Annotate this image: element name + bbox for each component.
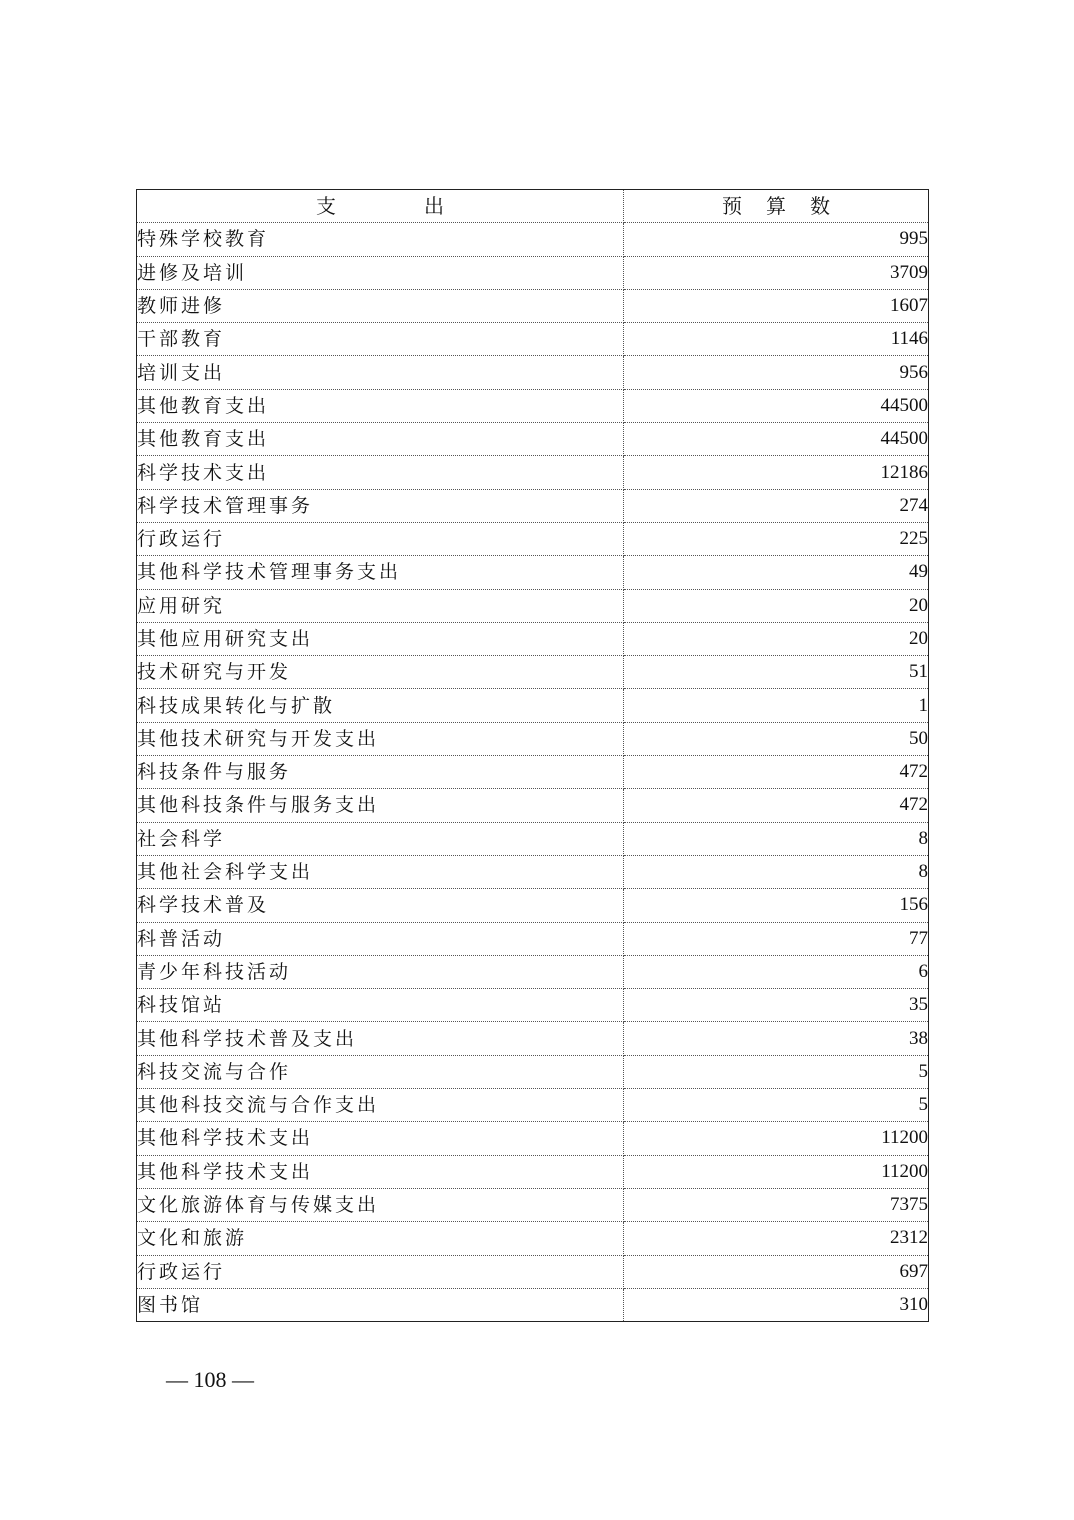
row-item-name: 青少年科技活动: [137, 955, 624, 988]
table-row: [137, 1089, 929, 1122]
table-row: [137, 689, 929, 722]
row-item-name: 其他科学技术支出: [137, 1155, 624, 1188]
row-item-name: 其他科技交流与合作支出: [137, 1089, 624, 1122]
row-item-name: 科学技术普及: [137, 889, 624, 922]
row-item-name: 科技馆站: [137, 989, 624, 1022]
row-item-name: 文化和旅游: [137, 1222, 624, 1255]
row-item-name: 培训支出: [137, 356, 624, 389]
row-budget-amount: 8: [624, 855, 929, 888]
row-budget-amount: 1607: [624, 289, 929, 322]
row-budget-amount: 472: [624, 789, 929, 822]
row-budget-amount: 1146: [624, 323, 929, 356]
table-row: [137, 1188, 929, 1221]
row-item-name: 科技交流与合作: [137, 1055, 624, 1088]
row-budget-amount: 51: [624, 656, 929, 689]
row-item-name: 文化旅游体育与传媒支出: [137, 1188, 624, 1221]
row-budget-amount: 995: [624, 223, 929, 256]
table-row: [137, 556, 929, 589]
table-row: [137, 389, 929, 422]
table-row: [137, 522, 929, 555]
row-budget-amount: 35: [624, 989, 929, 1022]
table-row: [137, 289, 929, 322]
row-budget-amount: 697: [624, 1255, 929, 1288]
table-row: [137, 1222, 929, 1255]
row-budget-amount: 50: [624, 722, 929, 755]
row-budget-amount: 20: [624, 589, 929, 622]
row-item-name: 行政运行: [137, 1255, 624, 1288]
table-row: [137, 989, 929, 1022]
row-budget-amount: 472: [624, 756, 929, 789]
row-budget-amount: 5: [624, 1089, 929, 1122]
table-row: [137, 223, 929, 256]
table-row: [137, 889, 929, 922]
table-row: [137, 489, 929, 522]
row-item-name: 其他教育支出: [137, 423, 624, 456]
table-row: [137, 423, 929, 456]
table-row: [137, 456, 929, 489]
row-item-name: 其他社会科学支出: [137, 855, 624, 888]
row-item-name: 科学技术管理事务: [137, 489, 624, 522]
row-item-name: 图书馆: [137, 1288, 624, 1321]
row-budget-amount: 7375: [624, 1188, 929, 1221]
table-row: [137, 1122, 929, 1155]
row-budget-amount: 44500: [624, 423, 929, 456]
table-body: [137, 223, 929, 1322]
table-row: [137, 955, 929, 988]
row-item-name: 应用研究: [137, 589, 624, 622]
row-item-name: 特殊学校教育: [137, 223, 624, 256]
table-row: [137, 789, 929, 822]
row-item-name: 技术研究与开发: [137, 656, 624, 689]
table-header-row: [137, 190, 929, 223]
row-item-name: 科学技术支出: [137, 456, 624, 489]
table-row: [137, 1288, 929, 1321]
row-budget-amount: 11200: [624, 1155, 929, 1188]
row-budget-amount: 20: [624, 622, 929, 655]
table-row: [137, 855, 929, 888]
row-budget-amount: 12186: [624, 456, 929, 489]
row-item-name: 其他科学技术普及支出: [137, 1022, 624, 1055]
page-number: — 108 —: [166, 1367, 254, 1392]
row-budget-amount: 3709: [624, 256, 929, 289]
table-row: [137, 256, 929, 289]
table-row: [137, 1022, 929, 1055]
row-item-name: 其他科技条件与服务支出: [137, 789, 624, 822]
table-row: [137, 622, 929, 655]
row-budget-amount: 5: [624, 1055, 929, 1088]
row-budget-amount: 2312: [624, 1222, 929, 1255]
row-budget-amount: 77: [624, 922, 929, 955]
row-budget-amount: 8: [624, 822, 929, 855]
table-row: [137, 589, 929, 622]
row-item-name: 科普活动: [137, 922, 624, 955]
row-budget-amount: 1: [624, 689, 929, 722]
row-budget-amount: 156: [624, 889, 929, 922]
table-row: [137, 756, 929, 789]
row-item-name: 干部教育: [137, 323, 624, 356]
row-item-name: 科技成果转化与扩散: [137, 689, 624, 722]
row-item-name: 其他科学技术支出: [137, 1122, 624, 1155]
row-item-name: 社会科学: [137, 822, 624, 855]
table-row: [137, 922, 929, 955]
row-budget-amount: 310: [899, 1293, 928, 1315]
table-row: [137, 356, 929, 389]
row-budget-amount: 44500: [624, 389, 929, 422]
row-item-name: 进修及培训: [137, 256, 624, 289]
table-row: [137, 1255, 929, 1288]
row-budget-amount: 38: [624, 1022, 929, 1055]
table-row: [137, 656, 929, 689]
table-row: [137, 1055, 929, 1088]
column-header-budget: 预算数: [624, 190, 929, 223]
row-item-name: 其他技术研究与开发支出: [137, 722, 624, 755]
table-row: [137, 822, 929, 855]
row-budget-amount: 6: [624, 955, 929, 988]
row-item-name: 其他科学技术管理事务支出: [137, 556, 624, 589]
row-item-name: 其他教育支出: [137, 389, 624, 422]
row-budget-amount: 49: [624, 556, 929, 589]
row-budget-amount: 956: [624, 356, 929, 389]
row-item-name: 其他应用研究支出: [137, 622, 624, 655]
row-item-name: 教师进修: [137, 289, 624, 322]
table-row: [137, 323, 929, 356]
table-row: [137, 1155, 929, 1188]
row-item-name: 科技条件与服务: [137, 756, 624, 789]
column-header-expenditure: 支出: [137, 190, 624, 223]
row-budget-amount: 225: [624, 522, 929, 555]
row-budget-amount: 274: [624, 489, 929, 522]
table-row: [137, 722, 929, 755]
budget-table: [136, 189, 929, 1322]
row-item-name: 行政运行: [137, 522, 624, 555]
row-budget-amount: 11200: [624, 1122, 929, 1155]
